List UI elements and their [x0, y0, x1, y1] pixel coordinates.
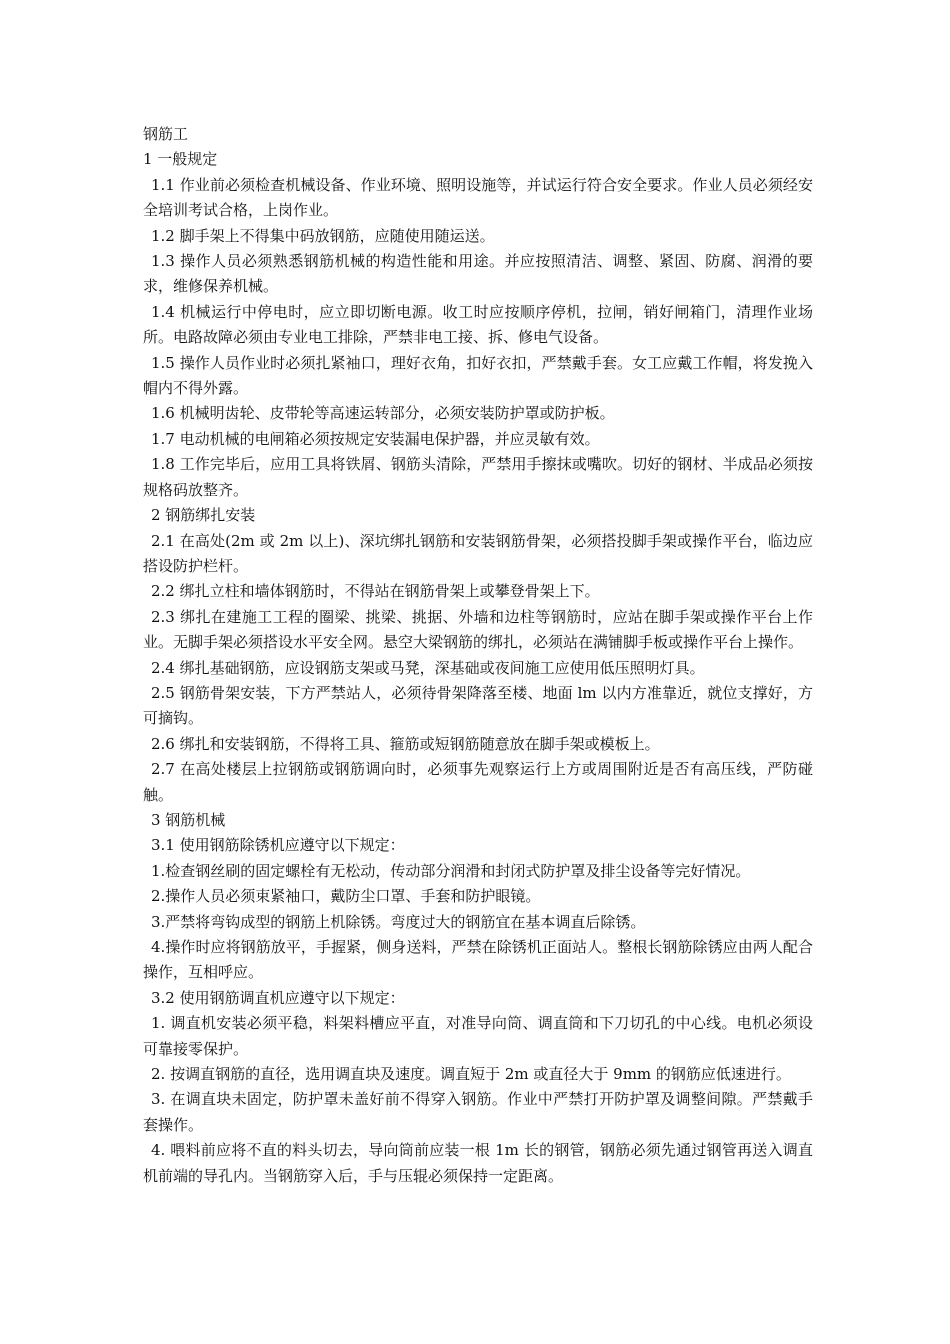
paragraph: 2.7 在高处楼层上拉钢筋或钢筋调向时，必须事先观察运行上方或周围附近是否有高压线，严防碰触。 [143, 760, 813, 804]
list-item: 2.操作人员必须束紧袖口，戴防尘口罩、手套和防护眼镜。 [151, 887, 541, 906]
section-heading-3: 3 钢筋机械 [151, 810, 226, 829]
list-item: 2. 按调直钢筋的直径，选用调直块及速度。调直短于 2m 或直径大于 9mm 的钢筋应低速进行。 [151, 1065, 791, 1084]
paragraph: 1.1 作业前必须检查机械设备、作业环境、照明设施等，并试运行符合安全要求。作业人员必须经安全培训考试合格，上岗作业。 [143, 175, 813, 220]
paragraph: 1.6 机械明齿轮、皮带轮等高速运转部分，必须安装防护罩或防护板。 [151, 404, 615, 423]
paragraph: 1.5 操作人员作业时必须扎紧袖口，理好衣角，扣好衣扣，严禁戴手套。女工应戴工作帽，将发挽入帽内不得外露。 [143, 353, 813, 398]
paragraph: 2.3 绑扎在建施工工程的圈梁、挑梁、挑据、外墙和边柱等钢筋时，应站在脚手架或操作平台上作业。无脚手架必须搭设水平安全网。悬空大梁钢筋的绑扎，必须站在满铺脚手板或操作平台上操作。 [143, 607, 813, 652]
paragraph: 1.4 机械运行中停电时，应立即切断电源。收工时应按顺序停机，拉闸，销好闸箱门，清理作业场所。电路故障必须由专业电工排除，严禁非电工接、拆、修电气设备。 [143, 302, 813, 347]
list-item: 4.操作时应将钢筋放平，手握紧，侧身送料，严禁在除锈机正面站人。整根长钢筋除锈应由两人配合操作，互相呼应。 [143, 938, 813, 982]
paragraph: 1.2 脚手架上不得集中码放钢筋，应随使用随运送。 [151, 226, 495, 245]
paragraph: 2.2 绑扎立柱和墙体钢筋时，不得站在钢筋骨架上或攀登骨架上下。 [151, 582, 600, 601]
paragraph: 2.6 绑扎和安装钢筋，不得将工具、箍筋或短钢筋随意放在脚手架或模板上。 [151, 734, 660, 753]
document-body [143, 122, 813, 1189]
paragraph: 3.2 使用钢筋调直机应遵守以下规定： [151, 988, 405, 1007]
list-item: 3. 在调直块未固定，防护罩未盖好前不得穿入钢筋。作业中严禁打开防护罩及调整间隙。严禁戴手套操作。 [143, 1090, 813, 1134]
paragraph: 1.7 电动机械的电闸箱必须按规定安装漏电保护器，并应灵敏有效。 [151, 429, 600, 448]
list-item: 4. 喂料前应将不直的料头切去，导向筒前应装一根 1m 长的钢管，钢筋必须先通过钢管再送入调直机前端的导孔内。当钢筋穿入后，手与压辊必须保持一定距离。 [143, 1141, 813, 1185]
paragraph: 2.5 钢筋骨架安装，下方严禁站人，必须待骨架降落至楼、地面 lm 以内方准靠近，就位支撑好，方可摘钩。 [143, 683, 813, 728]
paragraph: 2.4 绑扎基础钢筋，应设钢筋支架或马凳，深基础或夜间施工应使用低压照明灯具。 [151, 658, 705, 677]
list-item: 1.检查钢丝刷的固定螺栓有无松动，传动部分润滑和封闭式防护罩及排尘设备等完好情况。 [151, 861, 751, 880]
list-item: 1. 调直机安装必须平稳，料架料槽应平直，对准导向筒、调直筒和下刀切孔的中心线。电机必须设可靠接零保护。 [143, 1014, 813, 1058]
section-heading-2: 2 钢筋绑扎安装 [151, 506, 256, 525]
paragraph: 3.1 使用钢筋除锈机应遵守以下规定： [151, 836, 405, 855]
paragraph: 2.1 在高处(2m 或 2m 以上)、深坑绑扎钢筋和安装钢筋骨架，必须搭投脚手架或操作平台，临边应搭设防护栏杆。 [143, 531, 813, 575]
section-heading-1: 1 一般规定 [143, 150, 218, 169]
paragraph: 1.3 操作人员必须熟悉钢筋机械的构造性能和用途。并应按照清洁、调整、紧固、防腐、润滑的要求，维修保养机械。 [143, 252, 813, 296]
paragraph: 1.8 工作完毕后，应用工具将铁屑、钢筋头清除，严禁用手擦抹或嘴吹。切好的钢材、半成品必须按规格码放整齐。 [143, 455, 813, 499]
document-title: 钢筋工 [143, 125, 189, 143]
list-item: 3.严禁将弯钩成型的钢筋上机除锈。弯度过大的钢筋宜在基本调直后除锈。 [151, 912, 646, 931]
